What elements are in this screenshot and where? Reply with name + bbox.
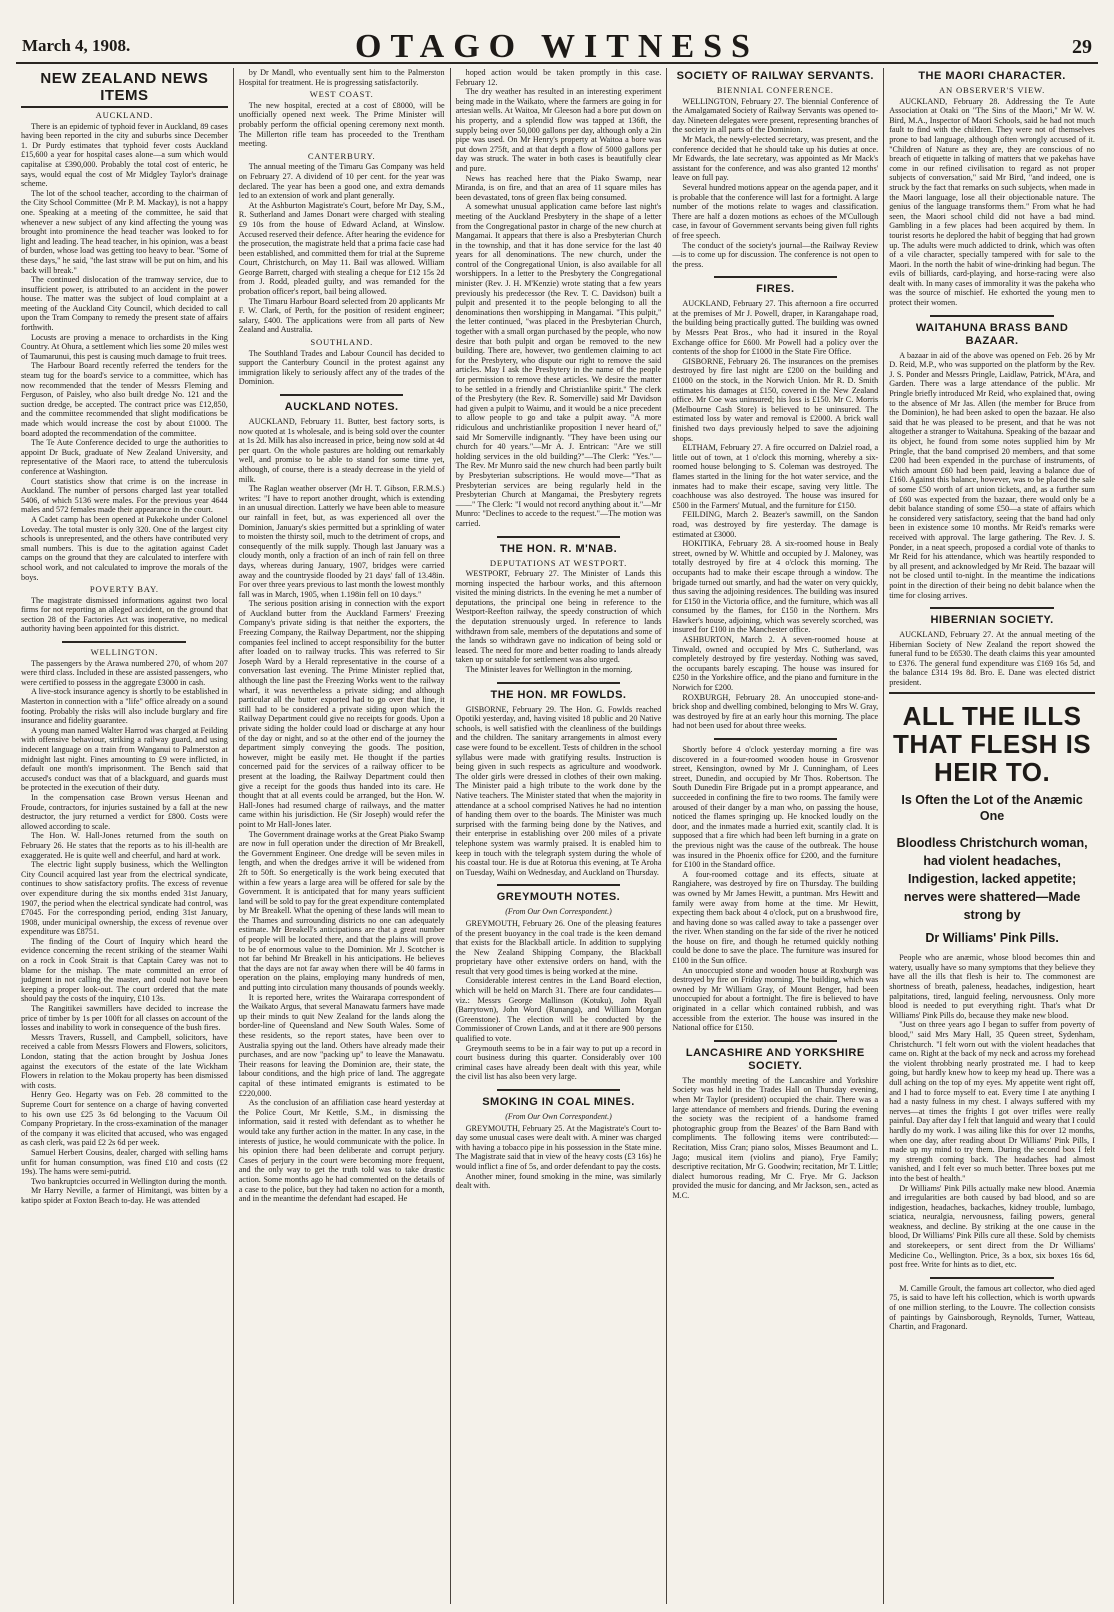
ad-body: Bloodless Christchurch woman, had violent headaches, Indigestion, lacked appetite; nerves were shattered—Made strong by (896, 835, 1088, 922)
section-heading: THE MAORI CHARACTER. (918, 70, 1066, 82)
section-heading: NEW ZEALAND NEWS ITEMS (21, 70, 228, 108)
dateline-heading: SOUTHLAND. (310, 337, 374, 348)
article-paragraph: It is reported here, writes the Wairarapa correspondent of the Waikato Argus, that several Manawatu farmers have made up their minds to quit New Zealand for the lands along the border-line of Queensland and New South Wales. Some of these residents, so the report states, have been over to Australia spying out the land. Others have already made their purchases, and are now "packing up" to leave the Manawatu. Their reasons for leaving the Dominion are, their state, the labour conditions, and the high price of land. The aggregate capital of these intimated emigrants is estimated to be £220,000. (238, 992, 445, 1098)
divider (497, 884, 620, 886)
divider (714, 1040, 837, 1042)
column-2 (233, 68, 450, 1604)
article-paragraph: The Southland Trades and Labour Council has decided to support the Canterbury Council in the protest against any immigration likely to seriously affect any of the trades of the Dominion. (238, 348, 445, 387)
ad-headline: ALL THE ILLS THAT FLESH IS HEIR TO. (893, 700, 1092, 787)
article-paragraph: The monthly meeting of the Lancashire and Yorkshire Society was held in the Trades Hall on Thursday evening, when Mr Taylor (president) occupied the chair. There was a large attendance of members and friends. During the evening the society was the recipient of a handsome framed photographic group from the Beazes' of the Barn Band with compliments. The following items were contributed:—Recitation, Miss Cran; piano solos, Misses Beaumont and L. Jago; musical item (violins and piano), Frye Family; descriptive recitation, Mr G. Goodwin; recitation, Mr T. Little; dialect humorous reading, Mr C. Frye. Mr G. Jackson provided the music for dancing, and Mr Jackson, sen., acted as M.C. (672, 1075, 879, 1200)
article-paragraph: GREYMOUTH, February 26. One of the pleasing features of the present buoyancy in the coal trade is the keen demand that exists for the Blackball article. In addition to supplying the New Zealand Shipping Company, the Blackball proprietary have other extensive orders on hand, with the result that very good times is being worked at the mine. (455, 918, 662, 976)
ad-product: Dr Williams' Pink Pills. (925, 930, 1059, 945)
article-paragraph: The continued dislocation of the tramway service, due to insufficient power, is attributed to an accident in the power house. The matter was the subject of loud complaint at a meeting of the Auckland City Council, which decided to call upon the Tram Company to remedy the present state of affairs forthwith. (21, 275, 228, 333)
article-paragraph: WELLINGTON, February 27. The biennial Conference of the Amalgamated Society of Railway Servants was opened to-day. Nineteen delegates were present, representing branches of the society in all parts of the Dominion. (672, 96, 879, 135)
article-paragraph: Two bankruptcies occurred in Wellington during the month. (31, 1176, 227, 1186)
divider (714, 738, 837, 740)
article-paragraph: WESTPORT, February 27. The Minister of Lands this morning inspected the harbour works, and this afternoon visited the mining districts. In the evening he met a number of deputations, the principal one being in reference to the Westport-Reefton railway, the speedy construction of which the deputation strenuously urged. In reference to lands withdrawn from sale, members of the deputations and some of the lands so withdrawn gave no indication of being sold or leased. The need for more and better roading to lands already taken up or suitable for settlement was also urged. (455, 569, 662, 665)
section-heading: AUCKLAND NOTES. (284, 401, 399, 413)
article-paragraph: Henry Geo. Hegarty was on Feb. 28 committed to the Supreme Court for sentence on a charge of having converted to his own use £25 3s 6d belonging to the Vacuum Oil Company Proprietary. In the cross-examination of the manager of the company it was elicited that accused, who was engaged as cash clerk, was paid £2 2s 6d per week. (21, 1090, 228, 1148)
article-paragraph: In the compensation case Brown versus Heenan and Froude, contractors, for injuries sustained by a fall at the new destructor, the jury returned a verdict for £800. Costs were allowed according to scale. (21, 792, 228, 831)
article-paragraph: Greymouth seems to be in a fair way to put up a record in court business during this quarter. Considerably over 100 criminal cases have already been dealt with this year, while the civil list has also been very large. (455, 1043, 662, 1082)
article-paragraph: The Te Aute Conference decided to urge the authorities to appoint Dr Buck, graduate of New Zealand University, and representative of the Maori race, to attend the tuberculosis conference at Washington. (21, 438, 228, 476)
article-paragraph: The conduct of the society's journal—the Railway Review—is to come up for discussion. The conference is not open to the press. (672, 240, 879, 269)
dateline-heading: DEPUTATIONS AT WESTPORT. (489, 557, 628, 568)
column-5-articles (889, 70, 1095, 688)
ad-paragraph: "Just on three years ago I began to suffer from poverty of blood," said Mrs Mary Hall, 35 Queen street, Sydenham, Christchurch. "I felt worn out with the violent headaches that came on. Right at the back of my neck and across my forehead the violent throbbing nearly prostrated me. I had to keep going, but hardly knew how to keep my head up. There was a dull aching on the top of my eyes. My appetite went right off, and I had to force myself to eat. Every time I ate anything I had a nasty fulness in my chest. I always suffered with my nerves—at times the frights I got over trifles were really painful. Day after day I felt that languid and weary that I could hardly do my work. I was ailing like this for over 12 months, when one day, after reading about Dr Williams' Pink Pills, I made up my mind to try them. During the second box I felt my strength coming back. The headaches had almost vanished, and I felt ever so much better. Three boxes put me into the best of health." (889, 1020, 1095, 1183)
section-heading: THE HON. R. M'NAB. (499, 542, 618, 555)
article-paragraph: Mr Mack, the newly-elected secretary, was present, and the conference decided that he should take up his duties at once. Mr Edwards, the late secretary, was appointed as Mr Mack's assistant for the conference, and was also granted 12 months' leave on full pay. (672, 134, 879, 183)
article-paragraph: AUCKLAND, February 27. This afternoon a fire occurred at the premises of Mr J. Powell, draper, in Karangahape road, the building being practically gutted. The building was owned by Messrs Peat Bros., who had it insured in the Royal Exchange office for £600. Mr Powell had a policy over the contents of the shop for £1000 in the State Fire Office. (672, 299, 879, 357)
dateline-heading: WEST COAST. (309, 89, 374, 100)
masthead (16, 6, 1098, 64)
article-paragraph: The magistrate dismissed informations against two local firms for not reporting an alleged accident, on the ground that section 28 of the Factories Act was inoperative, no medical authority having been appointed for this district. (21, 595, 228, 634)
article-paragraph: Mr Harry Neville, a farmer of Himitangi, was bitten by a katipo spider at Foxton Beach to-day. He was attended (21, 1186, 228, 1205)
column-4 (666, 68, 883, 1604)
divider (930, 315, 1053, 317)
divider (280, 394, 403, 396)
issue-date: March 4, 1908. (22, 36, 131, 55)
article-paragraph: ASHBURTON, March 2. A seven-roomed house at Tinwald, owned and occupied by Mrs C. Sutherland, was completely destroyed by fire yesterday. Nothing was saved, the occupants barely escaping. The house was insured for £250 in the Yorkshire office, and the piano and furniture in the Norwich for £200. (672, 635, 879, 693)
section-heading: WAITAHUNA BRASS BAND BAZAAR. (915, 321, 1069, 347)
article-paragraph: The electric light supply business, which the Wellington City Council acquired last year from the electrical syndicate, continues to show satisfactory profits. The excess of revenue over expenditure during the six months ended 31st January, 1907, the period when the electrical syndicate had control, was £7045. For the corresponding period, ending 31st January, 1908, under municipal ownership, the excess of revenue over expenditure was £8751. (21, 860, 228, 937)
article-paragraph: AUCKLAND, February 28. Addressing the Te Aute Association at Otaki on "The Sins of the Maori," Mr W. W. Bird, M.A., Inspector of Maori Schools, said he had not much fault to find with the children. They were not of themselves prone to bad language, although often wrongly accused of it. "Children of Nature as they are, they are conscious of no breach of etiquette in talking of matters that we pakehas have come in our refined civilisation to regard as not proper subjects of conversation," said Mr Bird, "and indeed, one is struck by the fact that remarks on such subjects, when made in the Maori language, lose all their objectionable nature. The genius of the language transforms them." From what he had seen, the Maori school child did not have a bad mind. Gambling in a few places had been acquired by them. In tourist resorts he deplored the habit of begging that had grown up. The adults were much addicted to drink, which was often of a vile character, specially tampered with for sale to the Maori. In the north the habit of wine-drinking had begun. The evils of billiards, card-playing, and horse-racing were also dealt with. In many cases of immorality it was the pakeha who was the source of mischief. He exhorted the young men to protect their women. (889, 96, 1095, 308)
article-paragraph: A bazaar in aid of the above was opened on Feb. 26 by Mr D. Reid, M.P., who was supported on the platform by the Rev. J. S. Ponder and Messrs Pringle, Laidlaw, Patrick, M'Ara, and Garden. There was a large attendance of the public. Mr Pringle briefly introduced Mr Reid, who explained that, owing to the absence of Mr Jas. Allen (the member for Bruce from the Dominion), he had been asked to open the bazaar. He also said that he was pleased to be present, and that he was not altogether a stranger to Waitahuna. Speaking of the bazaar and its object, he found from some notes supplied him by Mr Pringle, that the band comprised 20 members, and that some £200 had been expended in the purchase of instruments, of which amount £60 had been paid, leaving a balance due of £160. Against this balance, however, was to be placed the sale of some £50 worth of art union tickets, and, as a further sum of £60 was expected from the bazaar, there would only be a debit balance standing of some £50—a state of affairs which he considered very satisfactory, seeing that the band had only been in existence some 10 months. Mr Reid's remarks were received with approval. The large gathering. The Rev. J. S. Ponder, in a neat speech, proposed a cordial vote of thanks to Mr Reid for his attendance, which was heartily responded to by all present, and acknowledged by Mr Reid. The bazaar will not be closed until to-night. In the meantime the indications point in the direction of their being no debit balance when the time for closing arrives. (889, 350, 1095, 600)
article-paragraph: A Cadet camp has been opened at Pukekohe under Colonel Loveday. The total muster is only 320. One of the largest city schools is unrepresented, and the others have contributed very small numbers. This is due to the agitation against Cadet camps on the ground that they are calculated to interfere with school work, and not calculated to improve the morals of the boys. (21, 514, 228, 582)
section-heading: LANCASHIRE AND YORKSHIRE SOCIETY. (685, 1046, 865, 1072)
dateline-heading: CANTERBURY. (307, 150, 376, 161)
divider (497, 536, 620, 538)
article-paragraph: The Minister leaves for Wellington in the morning. (465, 665, 633, 675)
article-paragraph: The lot of the school teacher, according to the chairman of the City School Committee (Mr P. M. Mackay), is not a happy one. Speaking at a meeting of the committee, he said that whenever a new subject of any kind affecting the young was brought into prominence the head teacher was looked to for light and leading. The head teacher, in his opinion, was a beast of burden, whose load was getting too heavy to bear. "Some of these days," he said, "the last straw will be put on him, and his back will break." (21, 188, 228, 275)
art-collector-item: M. Camille Groult, the famous art collector, who died aged 75, is said to have left his collection, which is worth upwards of one million sterling, to the Louvre. The collection consists of paintings by Gainsborough, Reynolds, Turner, Watteau, Chartin, and Fragonard. (889, 1283, 1095, 1332)
pink-pills-advertisement (889, 692, 1095, 1332)
dateline-heading: POVERTY BAY. (89, 584, 159, 595)
article-paragraph: A young man named Walter Harrod was charged at Feilding with offensive behaviour, striking a railway guard, and using indecent language on a train from Wanganui to Palmerston at midnight last night. Fines amounting to £9 were inflicted, in default one month's imprisonment. The Bench said that accused's conduct was that of a blackguard, and guards must be protected in the execution of their duty. (21, 725, 228, 793)
divider (497, 1089, 620, 1091)
divider (714, 276, 837, 278)
article-paragraph: Locusts are proving a menace to orchardists in the King Country. At Ohura, a settlement which lies some 20 miles west of Taumarunui, this pest is causing much damage to fruit trees. (21, 332, 228, 361)
column-1 (16, 68, 233, 1604)
article-paragraph: As the conclusion of an affiliation case heard yesterday at the Police Court, Mr Kettle, S.M., in dismissing the information, said it rested with defendant as to whether he would take any further action in the matter. In any case, in the interests of justice, he would communicate with the police. In his opinion there had been deliberate and corrupt perjury. Cases of perjury in the court were becoming more frequent, and the only way to get the truth told was to take drastic action. Some months ago he had commented on the details of a case to the police, but they had taken no action for a month, and in the meantime the defendant had escaped. He (238, 1098, 445, 1204)
article-paragraph: Considerable interest centres in the Land Board election, which will be held on March 31. There are four candidates—viz.: Messrs George Mallinson (Kotuku), John Ryall (Barrytown), John Word (Runanga), and William Morgan (Greenstone). The election will be conducted by the Commissioner of Crown Lands, and at it there are 900 persons qualified to vote. (455, 976, 662, 1044)
article-paragraph: Several hundred motions appear on the agenda paper, and it is probable that the conference will last for a fortnight. A large number of the motions relate to wages and classification. There are half a dozen motions as echoes of the M'Cullough case, in favour of Government servants being given full rights of free speech. (672, 182, 879, 240)
article-paragraph: AUCKLAND, February 27. At the annual meeting of the Hibernian Society of New Zealand the report showed the funeral fund to be £6530. The death claims this year amounted to £376. The general fund expenditure was £169 16s 5d, and the balance £314 19s 8d. Bro. E. Dane was elected district president. (889, 630, 1095, 688)
divider (930, 607, 1053, 609)
byline: (From Our Own Correspondent.) (505, 1112, 612, 1121)
article-paragraph: GISBORNE, February 29. The Hon. G. Fowlds reached Opotiki yesterday, and, having visited 18 public and 20 Native schools, is well satisfied with the cleanliness of the buildings and the children. The sanitary arrangements in almost every case were found to be excellent. Tests of children in the school syllabus were made with gratifying results. Instruction is being given in such respects as agriculture and woodwork. The older girls were dressed in clothes of their own making. The Minister paid a high tribute to the work done by the Native teachers. The Minister stated that when the majority in attendance at a school comprised Natives he had no intention of handing them over to the boards. The Minister was much surprised with the farming being done by the Natives, and their enterprise in establishing over 200 miles of a private telephone system was warmly praised. It is enabled him to keep in touch with the telegraph system during the whole of his coastal tour. He is due at Rotorua this evening, at Te Aroha on Tuesday, Waihi on Wednesday, and Auckland on Thursday. (455, 704, 662, 877)
ad-paragraph: Dr Williams' Pink Pills actually make new blood. Anæmia and irregularities are both caused by bad blood, and so are indigestion, headaches, backaches, kidney trouble, lumbago, sciatica, neuralgia, nervousness, failing powers, general weakness, and decline. By striking at the one cause in the blood, Dr Williams' Pink Pills cure all these. Sold by chemists and storekeepers, or sent direct from the Dr Williams' Medicine Co., Wellington. Price, 3s a box, six boxes 16s 6d, post free. Write for hints as to diet, etc. (889, 1183, 1095, 1270)
page-columns (16, 68, 1100, 1604)
dateline-heading: WELLINGTON. (90, 647, 159, 658)
article-paragraph: A live-stock insurance agency is shortly to be established in Masterton in connection with a "life" office already on a sound footing. Probably the risks will also include burglary and fire insurance and fidelity guarantee. (21, 687, 228, 726)
article-paragraph: An unoccupied stone and wooden house at Roxburgh was destroyed by fire on Friday morning. The building, which was owned by Mr William Gray, of Mount Benger, had been unoccupied for about a fortnight. The fire is believed to have originated in a cellar which contained rubbish, and was accessible from the exterior. The house was insured in the National office for £150. (672, 965, 879, 1033)
ad-subhead: Is Often the Lot of the Anæmic One (901, 792, 1083, 823)
article-paragraph: A somewhat unusual application came before last night's meeting of the Auckland Presbytery in the shape of a letter from the Congregational pastor in charge of the new church at Mangamai. It appears that there is also a Presbyterian Church in the township, and that it has done service for the last 40 years for all denominations. The new church, under the control of the Congregational Union, is also available for all worshippers. In a letter to the Presbytery the Congregational minister (Rev. J. H. M'Kenzie) wrote stating that a few years previously his predecessor (the Rev. T. C. Davidson) built a pulpit and presented it to the people belonging to all the denominations then worshipping in Mangamai. "This pulpit," the letter continued, "was placed in the Presbyterian Church, together with a small organ purchased by the people, who now desire that both pulpit and organ be removed to the new building. There are, however, two gentlemen claiming to act for the Presbytery, who dispute our right to remove the said articles. May I ask the Presbytery in the name of the people for permission to remove these articles. We desire the matter to be settled in a friendly and Christianlike spirit." The clerk of the Presbytery (the Rev. R. Somerville) said Mr Davidson had given a pulpit to Waimu, and it would be a nice precedent to allow people to go and take a pulpit away. "A more ridiculous and unchristianlike proposition I never heard of," said Mr Somerville indignantly. "They have been using our church for 40 years."—Mr A. J. Entrican: "Are we still holding services in the old building?"—The Clerk: "Yes."—The Rev. Mr Munro said the new church had been partly built by Presbyterian subscriptions. He would move—"That as Presbyterian services are being regularly held in the Presbyterian Church at Mangamai, the Presbytery regrets——" The Clerk: "I would not record anything about it."—Mr Munro: "Declines to accede to the request."—The motion was carried. (455, 202, 662, 528)
article-paragraph: Another miner, found smoking in the mine, was similarly dealt with. (455, 1171, 662, 1191)
divider (497, 682, 620, 684)
article-paragraph: FEILDING, March 2. Beazer's sawmill, on the Sandon road, was destroyed by fire yesterday. The damage is estimated at £3000. (672, 510, 879, 539)
divider (62, 641, 186, 643)
article-paragraph: The new hospital, erected at a cost of £8000, will be unofficially opened next week. The Prime Minister will probably perform the official opening ceremony next month. The Millerton rifle team has proceeded to the Trentham meeting. (238, 100, 445, 149)
article-paragraph: AUCKLAND, February 11. Butter, best factory sorts, is now quoted at 1s wholesale, and is being sold over the counter at 1s 2d. Milk has also increased in price, being now sold at 4d per quart. On the whole pastures are holding out remarkably well, and promise to be able to stand for some time yet, although, of course, there is a steady decrease in the yield of milk. (238, 417, 445, 484)
column-5 (883, 68, 1100, 1604)
article-paragraph: HOKITIKA, February 28. A six-roomed house in Bealy street, owned by W. Whittle and occupied by J. Maloney, was totally destroyed by fire at 4 o'clock this morning. The occupants had to make their escape through a window. The brigade turned out smartly, and had the water on very quickly, thus saving the adjoining residences. The building was insured for £150 in the Victoria office, and the furniture, which was all consumed by the flames, for £150 in the Northern. Mrs Hawker's house, adjoining, which was severely scorched, was insured for £100 in the Manchester office. (672, 539, 879, 635)
divider (930, 1277, 1053, 1279)
article-paragraph: The finding of the Court of Inquiry which heard the evidence concerning the recent striking of the steamer Waihi on a rock in Cook Strait is that Captain Carey was not to blame for the mishap. The mate committed an error of judgment in not calling the master, and could not have been keeping a proper look-out. The court ordered that the mate should pay the costs of the inquiry, £10 13s. (21, 936, 228, 1004)
section-heading: HIBERNIAN SOCIETY. (930, 614, 1054, 627)
section-heading: SMOKING IN COAL MINES. (482, 1096, 635, 1108)
column-3 (450, 68, 667, 1604)
article-paragraph: The Harbour Board recently referred the tenders for the steam tug for the board's service to a committee, which has now recommended that the tender of Messrs Fleming and Ferguson, of Paisley, who also built dredge No. 121 and the suction dredge, be accepted. The contract price was £12,850, and the committee recommended that slight modifications be made which would increase the cost by about £1000. The board adopted the recommendation of the committee. (21, 361, 228, 438)
article-paragraph: The Government drainage works at the Great Piako Swamp are now in full operation under the direction of Mr Breakell, the Government Engineer. One dredge will be seven miles in length, and when the dredges arrive it will be widened from 2ft to 50ft. So energetically is the work being executed that within a few years a large area will be offered for sale by the Government. It is anticipated that for many years sufficient land will be sold to pay for the great expenditure contemplated by Mr Breakell. What the opening of these lands will mean to the Thames and surrounding districts no one can adequately estimate. Mr Breakell's anticipations are that a great number of people will be located there, and that the plains will prove to be of enormous value to the Dominion. Mr J. Scotcher is not far behind Mr Breakell in his anticipations. He believes that the days are not far away when there will be 40 farms in operation on the plains, employing many hundreds of men, and putting into circulation many thousands of pounds weekly. (238, 829, 445, 993)
section-heading: SOCIETY OF RAILWAY SERVANTS. (676, 70, 874, 82)
dateline-heading: BIENNIAL CONFERENCE. (716, 85, 834, 95)
article-paragraph: ELTHAM, February 27. A fire occurred on Dalziel road, a little out of town, at 1 o'clock this morning, whereby a six-roomed house belonging to S. Coleman was destroyed. The flames started in the lining for the hot water service, and the inmates had to make their escape, saving very little. The coachhouse was also destroyed. The house was insured for £500 in the Farmers' Mutual, and the furniture for £150. (672, 443, 879, 510)
article-paragraph: At the Ashburton Magistrate's Court, before Mr Day, S.M., R. Sutherland and James Donart were charged with stealing £9 10s from the house of Edward Acland, at Winslow. Accused reserved their defence. After hearing the evidence for the prosecution, the magistrate held that a prima facie case had been established, and committed them for trial at the Supreme Court, Christchurch, on May 11. Bail was allowed. William George Barrett, charged with stealing a cheque for £12 15s 2d from J. Rodd, pleaded guilty, and was remanded for the probation officer's report, bail being allowed. (238, 200, 445, 297)
article-paragraph: The serious position arising in connection with the export of Auckland butter from the Auckland Farmers' Freezing Company's private siding is that neither the exporters, the Freezing Company, the Railway Department, nor the shipping companies feel inclined to accept responsibility for the butter after loaded on to railway trucks. This was referred to Sir Joseph Ward by a Herald representative in the course of a conversation last evening. The Prime Minister replied that, although the line past the Freezing Works went to the railway wharf, it was nevertheless a private siding; and although particular all the butter exported had to go over that line, it still had to be considered a private siding upon which the Railway Department could give no receipts for goods. Upon a private siding the holder could load or discharge at any hour of the day or night, and so at the other end of the journey the department simply conveying the goods. The position, however, might be easily met. He thought if the parties concerned paid for the services of a railway officer to be present at the loading, the Railway Department could then give a receipt for the goods thus handed into its care. He thought that at all events could be arranged, but the Hon. W. Hall-Jones had resumed charge of railways, and the matter came within his jurisdiction. He (Sir Joseph) would refer the point to Mr Hall-Jones later. (238, 599, 445, 829)
article-paragraph: The passengers by the Arawa numbered 270, of whom 207 were third class. Included in these are assisted passengers, who were certified to possess in the aggregate £3000 in cash. (21, 658, 228, 687)
article-paragraph: Messrs Travers, Russell, and Campbell, solicitors, have received a cable from Messrs Flowers and Flowers, solicitors, London, stating that the action brought by Joshua Jones against the executors of the estate of the late Wickham Flowers in relation to the Mokau property has been dismissed with costs. (21, 1032, 228, 1090)
article-paragraph: The Timaru Harbour Board selected from 20 applicants Mr F. W. Clark, of Perth, for the position of resident engineer; salary, £400. The applications were from all parts of New Zealand and Australia. (238, 296, 445, 335)
article-paragraph: GREYMOUTH, February 25. At the Magistrate's Court to-day some unusual cases were dealt with. A miner was charged with having a tobacco pipe in his possession in the State mine. The Magistrate said that in view of the heavy costs (£3 16s) he would inflict a fine of 5s, and order defendant to pay the costs. (455, 1123, 662, 1171)
article-paragraph: The Hon. W. Hall-Jones returned from the south on February 26. He states that the reports as to his ill-health are exaggerated. He is quite well and cheerful, and hard at work. (21, 831, 228, 860)
section-heading: THE HON. MR FOWLDS. (490, 688, 627, 701)
article-paragraph: Court statistics show that crime is on the increase in Auckland. The number of persons charged last year totalled 5406, of which 5136 were males. For the previous year 4644 males and 572 females made their appearance in the court. (21, 476, 228, 515)
article-paragraph: Samuel Herbert Cousins, dealer, charged with selling hams unfit for human consumption, was fined £10 and costs (£2 19s). The hams were semi-putrid. (21, 1147, 228, 1177)
dateline-heading: AN OBSERVER'S VIEW. (939, 85, 1046, 95)
article-paragraph: There is an epidemic of typhoid fever in Auckland, 89 cases having been reported in the city and suburbs since December 1. Dr Purdy estimates that typhoid fever costs Auckland £15,600 a year for hospital cases alone—a sum which would capitalise at £390,000. Probably the total cost of enteric, he says, would equal the cost of Mr Midgley Taylor's drainage scheme. (21, 121, 228, 189)
article-paragraph: A four-roomed cottage and its effects, situate at Rangiahere, was destroyed by fire on Thursday. The building was owned by Mr James Hewitt, a puntman. Mrs Hewitt and family were away from home at the time. Mr Hewitt, expecting them back about 4 o'clock, put on a brushwood fire, and having done so was called away to take a passenger over the river. When standing on the far side of the river he noticed the house on fire, and though he returned quickly nothing could be done to save the place. The furniture was insured for £100 in the Sun office. (672, 869, 879, 966)
page-number: 29 (1072, 36, 1092, 58)
article-paragraph: The annual meeting of the Timaru Gas Company was held on February 27. A dividend of 10 per cent. for the year was declared. The year has been a good one, and extra demands led to an extension of work and plant generally. (238, 162, 445, 201)
article-paragraph: The dry weather has resulted in an interesting experiment being made in the Waikato, where the farmers are going in for artesian wells. At Waitoa, Mr Gleeson had a bore put down on his property, and a splendid flow was tapped at 136ft, the supply being over 50,000 gallons per day, although only a 2in pipe was used. On Mr Henry's property at Waitoa a bore was put down 275ft, and at that depth a flow of 5000 gallons per day was struck. The water in both cases is beautifully clear and pure. (455, 87, 662, 173)
article-paragraph: GISBORNE, February 26. The insurances on the premises destroyed by fire last night are £200 on the building and £1000 on the stock, in the Norwich Union. Mr R. D. Smith estimates his damages at £150, covered in the New Zealand office. Mr Coe was uninsured; his loss is £150. Mr C. Morris (Melbourne Cash Store) is believed to be uninsured. The estimated loss by water and removal is £2000. A brick wall finished two days previously helped to save the adjoining shops. (672, 356, 879, 443)
article-paragraph: The Raglan weather observer (Mr H. T. Gibson, F.R.M.S.) writes: "I have to report another drought, which is extending in an unusual direction. Latterly we have been able to measure our rainfall in feet, but, as was experienced all over the Dominion, January's skies permitted but a sprinkling of water to moisten the thirsty soil, much to the detriment of crops, and consequently of the milk supply. Though last January was a cloudy month, only a fraction of an inch of rain fell on three days, whereas during January, 1907, bridges were carried away and the countryside flooded by 21 days' fall of 13.48in. For over three years previous to last month the lowest monthly fall was in March, 1905, when 1.198in fell on 10 days." (238, 484, 445, 599)
article-paragraph: The Rangitikei sawmillers have decided to increase the price of timber by 1s per 100ft for all classes on account of the losses and inability to work in consequence of the bush fires. (21, 1004, 228, 1033)
article-paragraph: ROXBURGH, February 28. An unoccupied stone-and-brick shop and dwelling combined, belonging to Mrs W. Gray, was destroyed by fire at an early hour this morning. The place had not been used for about three weeks. (672, 692, 879, 731)
article-paragraph: Shortly before 4 o'clock yesterday morning a fire was discovered in a four-roomed wooden house in Grosvenor street, Kensington, owned by Mr J. Cunningham, of Lees street, Dunedin, and occupied by Mr Thos. Robertson. The South Dunedin Fire Brigade put in a prompt appearance, and succeeded in confining the fire to two rooms. The family were aroused of their danger by a man who, on passing the house, noticed the flames springing up. He knocked loudly on the door, and the inmates made a hurried exit, scantily clad. It is supposed that a fire which had been left burning in a grate on the previous night was the cause of the outbreak. The house was insured in the Phoenix office for £200, and the furniture for £100 in the Standard office. (672, 745, 879, 870)
byline: (From Our Own Correspondent.) (505, 907, 612, 917)
section-heading: GREYMOUTH NOTES. (496, 891, 621, 904)
article-paragraph: hoped action would be taken promptly in this case. February 12. (455, 68, 662, 87)
newspaper-title: OTAGO WITNESS (355, 28, 759, 65)
ad-paragraph: People who are anæmic, whose blood becomes thin and watery, usually have so many symptoms that they believe they have all the ills that flesh is heir to. The commonest are shortness of breath, paleness, headaches, indigestion, heart palpitations, tired, languid feeling, nervousness. Only more blood is needed to put everything right. That's what Dr Williams' Pink Pills do, because they make new blood. (889, 953, 1095, 1020)
section-heading: FIRES. (756, 283, 795, 296)
article-paragraph: by Dr Mandl, who eventually sent him to the Palmerston Hospital for treatment. He is progressing satisfactorily. (238, 68, 445, 87)
article-paragraph: News has reached here that the Piako Swamp, near Miranda, is on fire, and that an area of 11 square miles has been devastated, tons of green flax being consumed. (455, 173, 662, 202)
dateline-heading: AUCKLAND. (95, 110, 154, 120)
